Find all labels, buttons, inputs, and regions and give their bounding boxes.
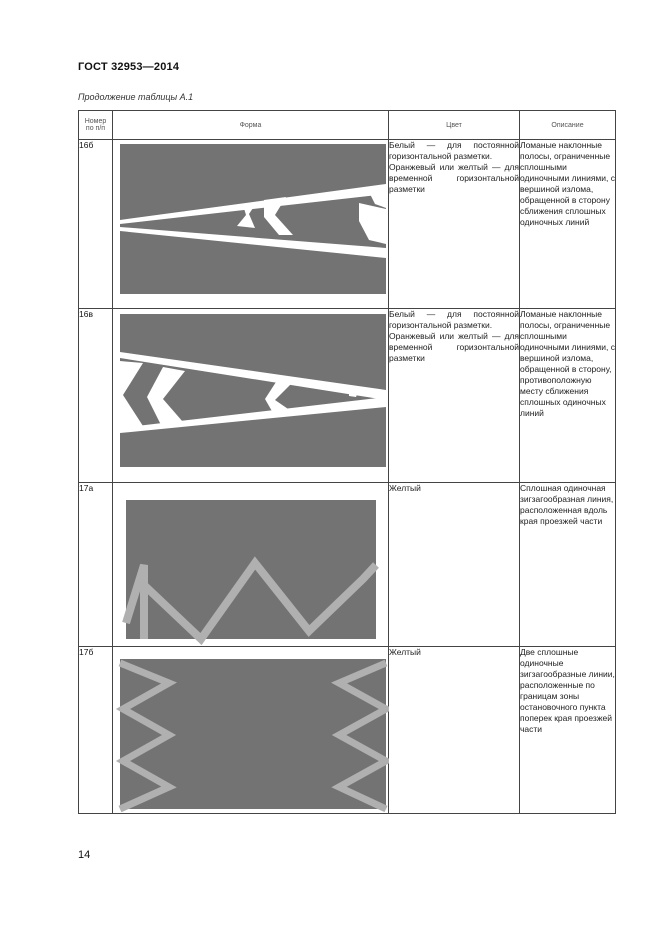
row-description: Ломаные наклонные полосы, ограниченные сплошными одиночными линиями, с вершиной излома, обращенной в сторону, противоположную месту сближения сплошных одиночных линий [520,309,616,483]
table-header-row [79,111,616,140]
marking-17a-image [113,483,389,646]
header-num: Номер по п/п [79,111,113,140]
row-number: 17а [79,483,113,647]
row-color [389,140,520,309]
marking-16v-image [113,309,389,482]
color-line-temporary: Оранжевый или желтый — для временной горизонтальной разметки [389,162,519,194]
table-caption: Продолжение таблицы А.1 [78,92,194,102]
row-form [113,483,389,647]
table-row [79,140,616,309]
row-color [389,309,520,483]
table-row [79,483,616,647]
header-desc: Описание [520,111,616,140]
row-number: 16б [79,140,113,309]
row-description: Сплошная одиночная зигзагообразная линия, расположенная вдоль края проезжей части [520,483,616,647]
row-number: 16в [79,309,113,483]
row-color: Желтый [389,647,520,814]
row-form [113,647,389,814]
table-row [79,309,616,483]
page-number: 14 [78,849,91,861]
color-line-permanent: Белый — для постоянной горизонтальной разметки. [389,140,519,161]
row-form [113,140,389,309]
color-line-permanent: Белый — для постоянной горизонтальной разметки. [389,309,519,330]
header-form: Форма [113,111,389,140]
row-description: Ломаные наклонные полосы, ограниченные сплошными одиночными линиями, с вершиной излома, обращенной в сторону сближения сплошных одиночных линий [520,140,616,309]
row-form [113,309,389,483]
table-row [79,647,616,814]
header-color: Цвет [389,111,520,140]
color-line-temporary: Оранжевый или желтый — для временной горизонтальной разметки [389,331,519,363]
marking-table [78,110,616,814]
marking-16b-image [113,140,389,308]
row-number: 17б [79,647,113,814]
document-code: ГОСТ 32953—2014 [78,61,180,73]
marking-17b-image [113,647,389,813]
row-color: Желтый [389,483,520,647]
row-description: Две сплошные одиночные зигзагообразные линии, расположенные по границам зоны остановочного пункта поперек края проезжей части [520,647,616,814]
